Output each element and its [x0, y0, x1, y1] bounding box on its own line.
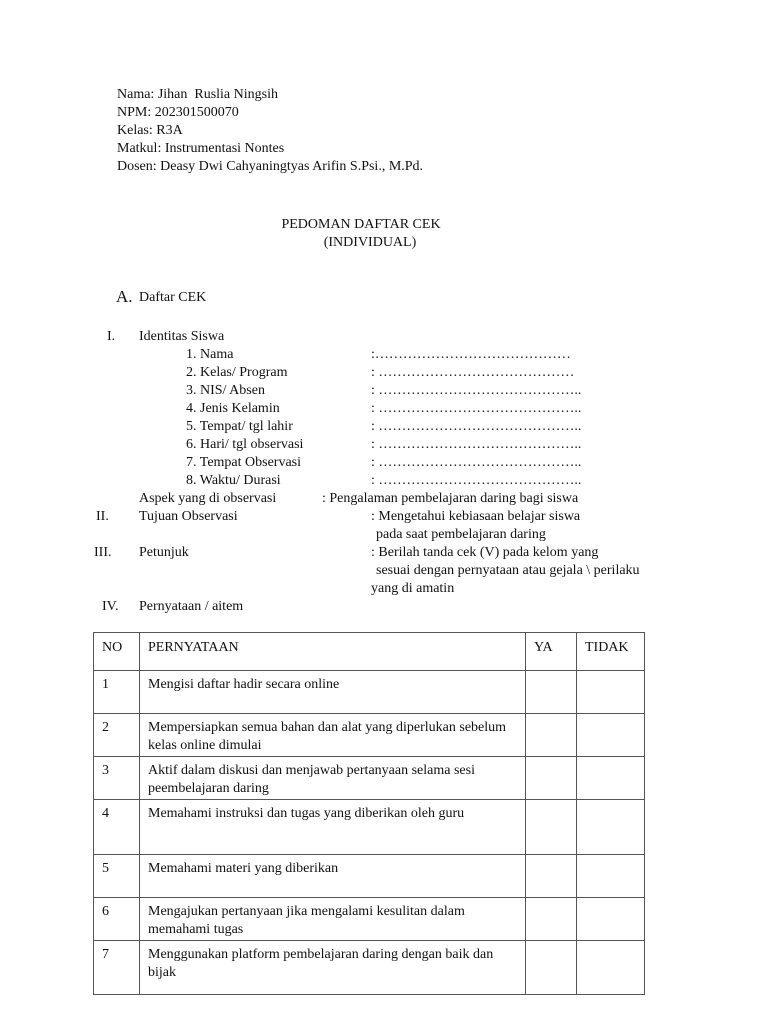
field-blank: : ……………………………………: [371, 365, 575, 380]
row-statement: Mengajukan pertanyaan jika mengalami kesulitan dalam memahami tugas: [140, 898, 526, 941]
ya-checkbox-cell[interactable]: [526, 898, 577, 941]
table-row: [94, 855, 645, 898]
row-number: 3: [94, 757, 140, 800]
petunjuk-line: sesuai dengan pernyataan atau gejala \ perilaku: [376, 563, 640, 578]
field-label: 6. Hari/ tgl observasi: [186, 437, 304, 452]
checklist-table: [93, 632, 645, 995]
field-blank: : ……………………………………..: [371, 383, 582, 398]
table-row: [94, 800, 645, 855]
ya-checkbox-cell[interactable]: [526, 800, 577, 855]
tujuan-label: Tujuan Observasi: [139, 509, 238, 524]
field-blank: : ……………………………………..: [371, 473, 582, 488]
roman-numeral-iii: III.: [94, 545, 112, 560]
table-header-row: [94, 633, 645, 671]
ya-checkbox-cell[interactable]: [526, 671, 577, 714]
field-blank: :……………………………………: [371, 347, 571, 362]
field-label: 8. Waktu/ Durasi: [186, 473, 281, 488]
student-npm: NPM: 202301500070: [117, 105, 239, 120]
field-label: 1. Nama: [186, 347, 234, 362]
lecturer-name: Dosen: Deasy Dwi Cahyaningtyas Arifin S.Psi., M.Pd.: [117, 159, 424, 174]
table-row: [94, 941, 645, 995]
tujuan-line: pada saat pembelajaran daring: [376, 527, 546, 542]
tidak-checkbox-cell[interactable]: [577, 898, 645, 941]
row-statement: Memahami instruksi dan tugas yang diberikan oleh guru: [140, 800, 526, 855]
tidak-checkbox-cell[interactable]: [577, 671, 645, 714]
row-number: 6: [94, 898, 140, 941]
field-label: 5. Tempat/ tgl lahir: [186, 419, 293, 434]
document-title: PEDOMAN DAFTAR CEK: [281, 217, 441, 232]
row-number: 1: [94, 671, 140, 714]
tidak-checkbox-cell[interactable]: [577, 714, 645, 757]
row-number: 2: [94, 714, 140, 757]
pernyataan-label: Pernyataan / aitem: [139, 599, 244, 614]
header-pernyataan: PERNYATAAN: [140, 633, 526, 671]
row-statement: Memahami materi yang diberikan: [140, 855, 526, 898]
field-blank: : ……………………………………..: [371, 401, 582, 416]
aspek-label: Aspek yang di observasi: [139, 491, 277, 506]
section-letter: A.: [116, 287, 133, 306]
roman-numeral-i: I.: [107, 329, 116, 344]
header-ya: YA: [526, 633, 577, 671]
field-label: 7. Tempat Observasi: [186, 455, 302, 470]
field-blank: : ……………………………………..: [371, 455, 582, 470]
tidak-checkbox-cell[interactable]: [577, 757, 645, 800]
section-label: Daftar CEK: [139, 290, 207, 305]
document-subtitle: (INDIVIDUAL): [323, 235, 417, 250]
ya-checkbox-cell[interactable]: [526, 855, 577, 898]
petunjuk-label: Petunjuk: [139, 545, 189, 560]
ya-checkbox-cell[interactable]: [526, 757, 577, 800]
header-tidak: TIDAK: [577, 633, 645, 671]
field-label: 4. Jenis Kelamin: [186, 401, 280, 416]
tidak-checkbox-cell[interactable]: [577, 800, 645, 855]
student-name: Nama: Jihan Ruslia Ningsih: [117, 87, 278, 102]
table-row: [94, 757, 645, 800]
roman-numeral-ii: II.: [96, 509, 109, 524]
field-label: 2. Kelas/ Program: [186, 365, 288, 380]
row-statement: Mengisi daftar hadir secara online: [140, 671, 526, 714]
tujuan-line: : Mengetahui kebiasaan belajar siswa: [371, 509, 581, 524]
row-number: 7: [94, 941, 140, 995]
row-number: 5: [94, 855, 140, 898]
identitas-label: Identitas Siswa: [139, 329, 225, 344]
petunjuk-line: : Berilah tanda cek (V) pada kelom yang: [371, 545, 599, 560]
aspek-value: : Pengalaman pembelajaran daring bagi siswa: [322, 491, 579, 506]
tidak-checkbox-cell[interactable]: [577, 941, 645, 995]
ya-checkbox-cell[interactable]: [526, 714, 577, 757]
row-number: 4: [94, 800, 140, 855]
field-blank: : ……………………………………..: [371, 437, 582, 452]
row-statement: Menggunakan platform pembelajaran daring dengan baik dan bijak: [140, 941, 526, 995]
row-statement: Aktif dalam diskusi dan menjawab pertanyaan selama sesi peembelajaran daring: [140, 757, 526, 800]
petunjuk-line: yang di amatin: [371, 581, 455, 596]
table-row: [94, 714, 645, 757]
field-blank: : ……………………………………..: [371, 419, 582, 434]
student-header: [117, 86, 423, 176]
row-statement: Mempersiapkan semua bahan dan alat yang diperlukan sebelum kelas online dimulai: [140, 714, 526, 757]
ya-checkbox-cell[interactable]: [526, 941, 577, 995]
table-row: [94, 898, 645, 941]
course-name: Matkul: Instrumentasi Nontes: [117, 141, 285, 156]
header-no: NO: [94, 633, 140, 671]
table-row: [94, 671, 645, 714]
student-class: Kelas: R3A: [117, 123, 183, 138]
roman-numeral-iv: IV.: [102, 599, 119, 614]
field-label: 3. NIS/ Absen: [186, 383, 265, 398]
tidak-checkbox-cell[interactable]: [577, 855, 645, 898]
